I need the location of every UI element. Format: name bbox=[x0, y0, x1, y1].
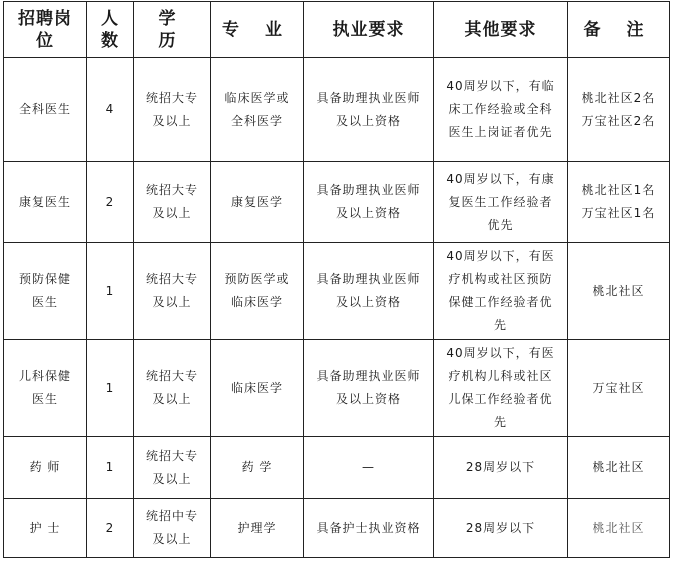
cell-position: 康复医生 bbox=[4, 162, 87, 243]
cell-license: 具备助理执业医师 及以上资格 bbox=[304, 58, 434, 162]
cell-position: 预防保健 医生 bbox=[4, 243, 87, 340]
cell-position: 护 士 bbox=[4, 499, 87, 558]
cell-position: 儿科保健 医生 bbox=[4, 340, 87, 437]
cell-education: 统招大专 及以上 bbox=[134, 58, 211, 162]
cell-other: 28周岁以下 bbox=[434, 499, 568, 558]
header-notes: 备 注 bbox=[568, 2, 670, 58]
cell-license: 具备护士执业资格 bbox=[304, 499, 434, 558]
cell-major: 药 学 bbox=[211, 437, 304, 499]
cell-count: 2 bbox=[87, 499, 134, 558]
table-row bbox=[4, 437, 670, 499]
cell-other: 40周岁以下，有康 复医生工作经验者 优先 bbox=[434, 162, 568, 243]
cell-education: 统招大专 及以上 bbox=[134, 162, 211, 243]
cell-count: 1 bbox=[87, 340, 134, 437]
cell-notes: 桃北社区 bbox=[568, 243, 670, 340]
cell-license: 具备助理执业医师 及以上资格 bbox=[304, 340, 434, 437]
header-position: 招聘岗 位 bbox=[4, 2, 87, 58]
cell-major: 预防医学或 临床医学 bbox=[211, 243, 304, 340]
cell-other: 40周岁以下，有医 疗机构或社区预防 保健工作经验者优 先 bbox=[434, 243, 568, 340]
header-other: 其他要求 bbox=[434, 2, 568, 58]
cell-education: 统招中专 及以上 bbox=[134, 499, 211, 558]
cell-education: 统招大专 及以上 bbox=[134, 340, 211, 437]
cell-count: 4 bbox=[87, 58, 134, 162]
cell-license: — bbox=[304, 437, 434, 499]
cell-notes: 桃北社区 bbox=[568, 437, 670, 499]
cell-other: 40周岁以下，有医 疗机构儿科或社区 儿保工作经验者优 先 bbox=[434, 340, 568, 437]
cell-count: 1 bbox=[87, 243, 134, 340]
cell-major: 临床医学或 全科医学 bbox=[211, 58, 304, 162]
table-row bbox=[4, 340, 670, 437]
header-major: 专 业 bbox=[211, 2, 304, 58]
table-row bbox=[4, 162, 670, 243]
cell-position: 全科医生 bbox=[4, 58, 87, 162]
header-license: 执业要求 bbox=[304, 2, 434, 58]
cell-major: 护理学 bbox=[211, 499, 304, 558]
cell-notes: 桃北社区1名 万宝社区1名 bbox=[568, 162, 670, 243]
cell-other: 40周岁以下，有临 床工作经验或全科 医生上岗证者优先 bbox=[434, 58, 568, 162]
cell-license: 具备助理执业医师 及以上资格 bbox=[304, 162, 434, 243]
table-row bbox=[4, 58, 670, 162]
header-education: 学 历 bbox=[134, 2, 211, 58]
table-row bbox=[4, 243, 670, 340]
cell-license: 具备助理执业医师 及以上资格 bbox=[304, 243, 434, 340]
cell-count: 2 bbox=[87, 162, 134, 243]
cell-notes: 桃北社区 bbox=[568, 499, 670, 558]
cell-notes: 桃北社区2名 万宝社区2名 bbox=[568, 58, 670, 162]
cell-education: 统招大专 及以上 bbox=[134, 437, 211, 499]
cell-major: 康复医学 bbox=[211, 162, 304, 243]
header-row bbox=[4, 2, 670, 58]
recruitment-table bbox=[3, 1, 670, 558]
table-row bbox=[4, 499, 670, 558]
cell-major: 临床医学 bbox=[211, 340, 304, 437]
cell-education: 统招大专 及以上 bbox=[134, 243, 211, 340]
cell-position: 药 师 bbox=[4, 437, 87, 499]
cell-count: 1 bbox=[87, 437, 134, 499]
cell-notes: 万宝社区 bbox=[568, 340, 670, 437]
header-count: 人 数 bbox=[87, 2, 134, 58]
cell-other: 28周岁以下 bbox=[434, 437, 568, 499]
